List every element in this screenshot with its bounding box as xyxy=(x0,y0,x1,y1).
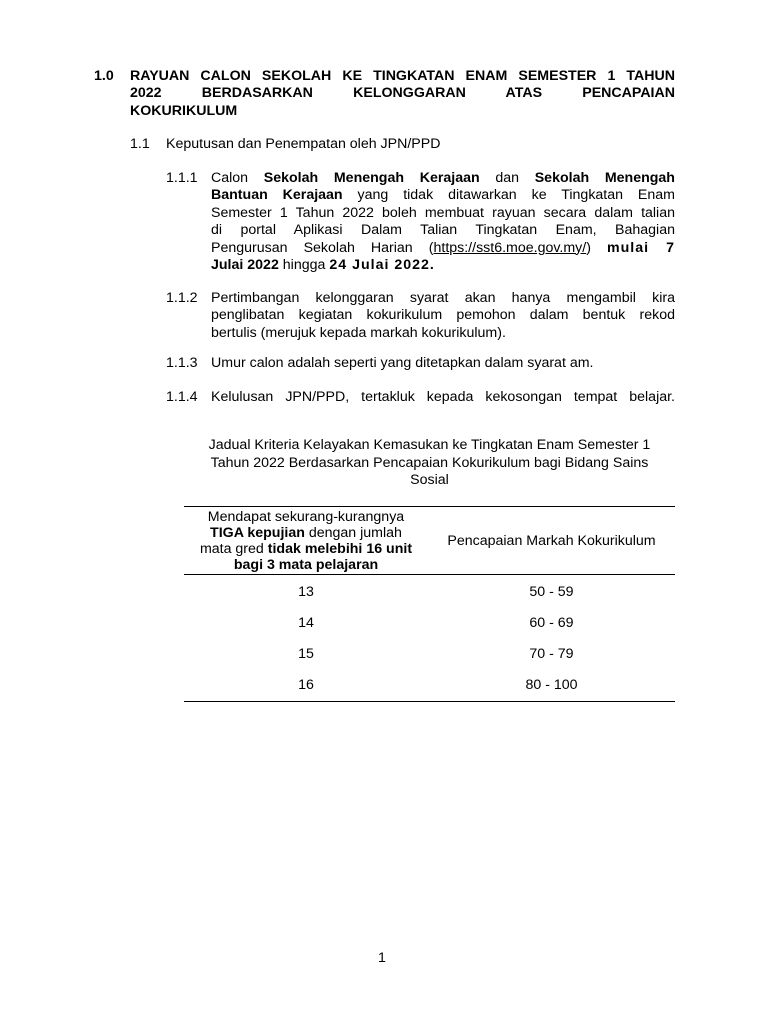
caption-line: Jadual Kriteria Kelayakan Kemasukan ke Tingkatan Enam Semester 1 xyxy=(208,437,651,453)
section-title xyxy=(130,68,675,120)
subsection-title: Keputusan dan Penempatan oleh JPN/PPD xyxy=(166,136,441,152)
subsection-number: 1.1 xyxy=(130,136,150,152)
item-number-1-1-1: 1.1.1 xyxy=(166,170,198,186)
caption-line: Tahun 2022 Berdasarkan Pencapaian Kokurikulum bagi Bidang Sains xyxy=(210,454,649,471)
item-line xyxy=(211,257,675,274)
section-title-line: KOKURIKULUM xyxy=(130,102,238,119)
text-fragment: mata gred xyxy=(199,540,268,557)
text-fragment: dan xyxy=(479,170,535,186)
table-row xyxy=(184,575,675,609)
portal-link[interactable]: https://sst6.moe.gov.my/ xyxy=(433,239,587,256)
header-line xyxy=(184,525,428,541)
header-line: Mendapat sekurang-kurangnya xyxy=(207,508,405,525)
text-fragment: yang tidak ditawarkan ke Tingkatan Enam xyxy=(342,187,675,204)
cell-unit: 16 xyxy=(298,676,314,693)
bold-text: Julai 2022 xyxy=(211,257,279,274)
item-line: Pertimbangan kelonggaran syarat akan hanya mengambil kira xyxy=(211,290,675,306)
item-line xyxy=(211,240,675,257)
cell-markah: 60 - 69 xyxy=(529,614,574,631)
bold-text: tidak melebihi 16 unit xyxy=(267,540,413,557)
section-title-line: RAYUAN CALON SEKOLAH KE TINGKATAN ENAM SEMESTER 1 TAHUN xyxy=(130,68,675,84)
cell-unit: 15 xyxy=(298,645,314,662)
bold-text: TIGA kepujian xyxy=(210,524,305,541)
item-line: Semester 1 Tahun 2022 boleh membuat rayuan secara dalam talian xyxy=(211,204,675,221)
item-line xyxy=(211,170,675,187)
header-grade-criteria xyxy=(184,507,428,575)
section-number: 1.0 xyxy=(94,68,114,84)
item-line: penglibatan kegiatan kokurikulum pemohon dalam bentuk rekod xyxy=(211,307,675,324)
item-number-1-1-4: 1.1.4 xyxy=(166,389,198,405)
header-line: bagi 3 mata pelajaran xyxy=(233,556,379,573)
header-cocurricular-marks: Pencapaian Markah Kokurikulum xyxy=(447,532,656,549)
cell-markah: 70 - 79 xyxy=(529,645,574,662)
section-title-line: 2022 BERDASARKAN KELONGGARAN ATAS PENCAPAIAN xyxy=(130,85,675,102)
item-line xyxy=(211,187,675,204)
table-row xyxy=(184,670,675,702)
item-body-1-1-4: Kelulusan JPN/PPD, tertakluk kepada kekosongan tempat belajar. xyxy=(211,389,675,405)
text-fragment: Calon xyxy=(211,170,264,186)
item-line: bertulis (merujuk kepada markah kokurikulum). xyxy=(211,324,506,341)
text-fragment: ) xyxy=(586,239,607,256)
cell-unit: 14 xyxy=(298,614,314,631)
table-caption xyxy=(184,437,675,490)
caption-line: Sosial xyxy=(410,472,449,488)
page-number: 1 xyxy=(378,950,386,966)
text-fragment: Pengurusan Sekolah Harian ( xyxy=(211,239,434,256)
item-number-1-1-3: 1.1.3 xyxy=(166,355,198,371)
item-line: di portal Aplikasi Dalam Talian Tingkatan Enam, Bahagian xyxy=(211,222,675,239)
text-fragment: hingga xyxy=(278,257,330,274)
bold-text: 24 Julai 2022. xyxy=(329,257,435,274)
item-body-1-1-2 xyxy=(211,290,675,342)
item-number-1-1-2: 1.1.2 xyxy=(166,290,198,306)
text-fragment: dengan jumlah xyxy=(304,524,402,541)
bold-text: Sekolah Menengah xyxy=(534,170,675,186)
criteria-table xyxy=(184,506,675,702)
cell-unit: 13 xyxy=(298,583,314,600)
header-line xyxy=(184,541,428,557)
cell-markah: 80 - 100 xyxy=(525,676,578,693)
item-body-1-1-3: Umur calon adalah seperti yang ditetapkan dalam syarat am. xyxy=(211,355,594,371)
item-body-1-1-1 xyxy=(211,170,675,274)
bold-text: mulai 7 xyxy=(606,239,675,256)
table-row xyxy=(184,608,675,639)
bold-text: Bantuan Kerajaan xyxy=(211,187,343,204)
table-row xyxy=(184,639,675,670)
cell-markah: 50 - 59 xyxy=(529,583,574,600)
bold-text: Sekolah Menengah Kerajaan xyxy=(263,170,480,186)
table-header-row xyxy=(184,507,675,575)
